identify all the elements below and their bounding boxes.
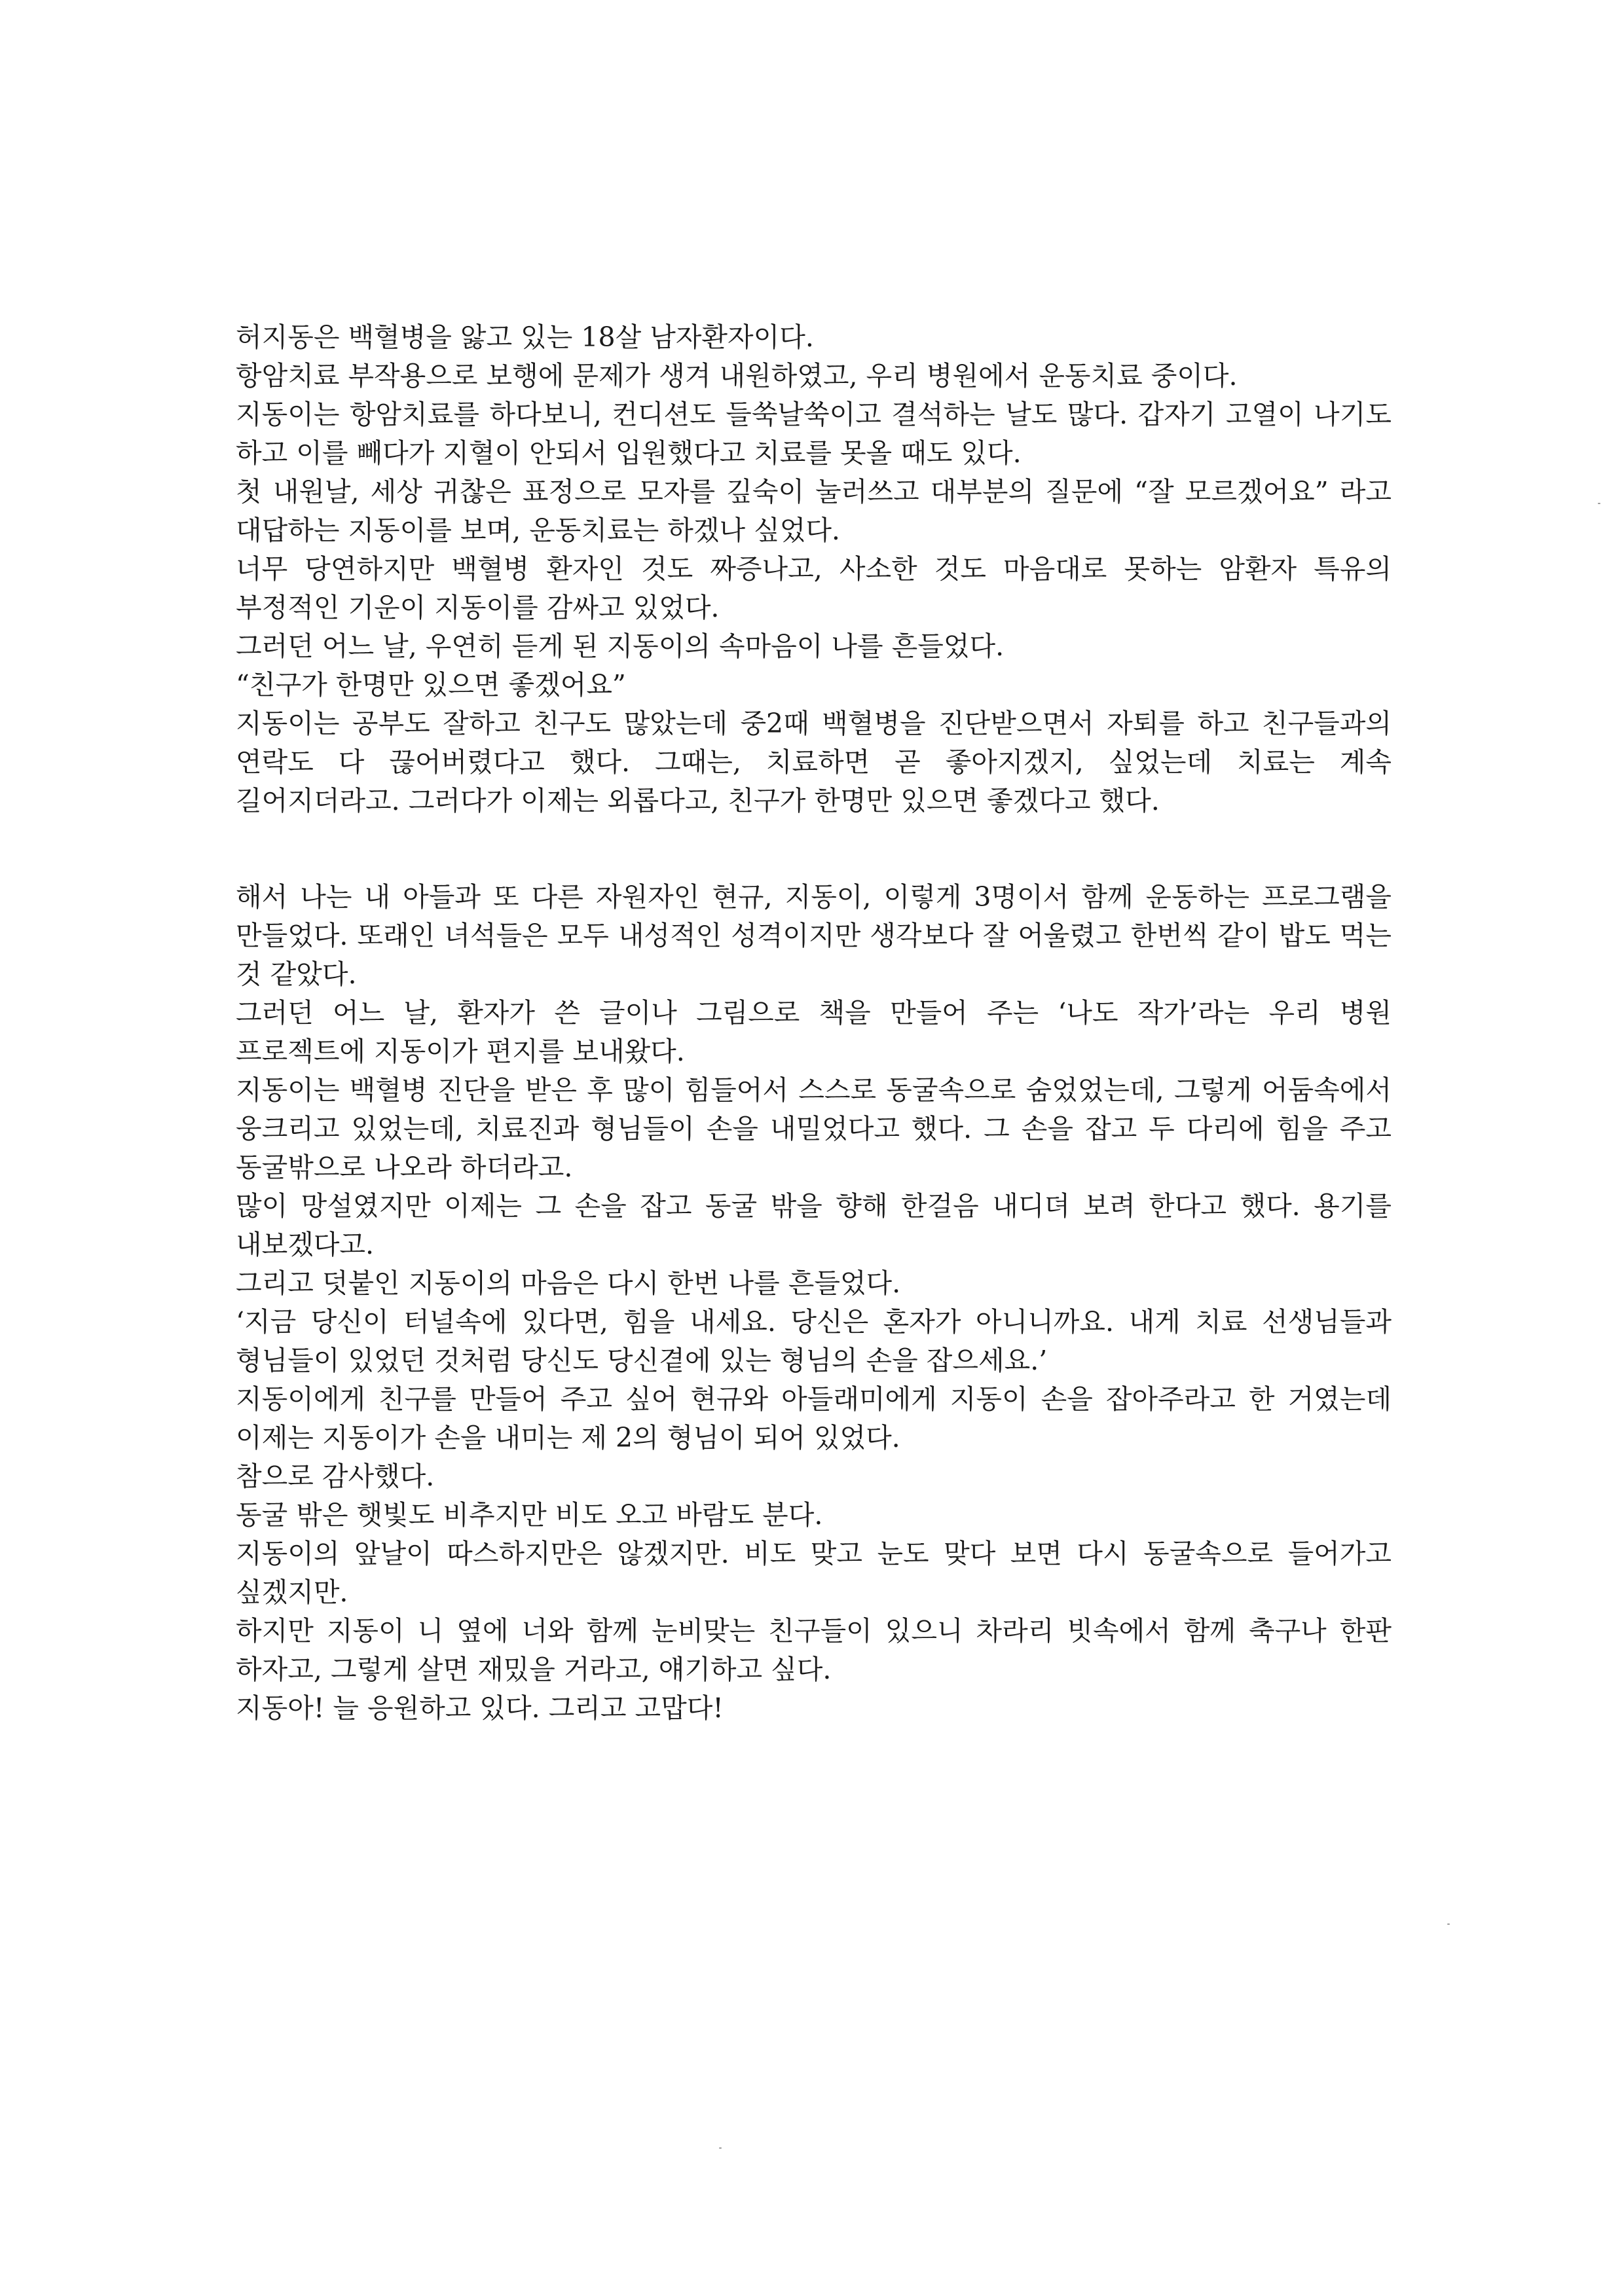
paragraph-19: 하지만 지동이 니 옆에 너와 함께 눈비맞는 친구들이 있으니 차라리 빗속에서 함께 축구나 한판 하자고, 그렇게 살면 재밌을 거라고, 얘기하고 싶다. (236, 1615, 1392, 1685)
paragraph-12: 많이 망설였지만 이제는 그 손을 잡고 동굴 밖을 향해 한걸음 내디뎌 보려 한다고 했다. 용기를 내보겠다고. (236, 1190, 1392, 1260)
paragraph-2: 항암치료 부작용으로 보행에 문제가 생겨 내원하였고, 우리 병원에서 운동치료 중이다. (236, 360, 1238, 392)
paragraph-11: 지동이는 백혈병 진단을 받은 후 많이 힘들어서 스스로 동굴속으로 숨었었는데, 그렇게 어둠속에서 웅크리고 있었는데, 치료진과 형님들이 손을 내밀었다고 했다. 그 손을 잡고 두 다리에 힘을 주고 동굴밖으로 나오라 하더라고. (236, 1074, 1392, 1183)
scan-speck (1598, 503, 1600, 504)
scan-speck (1447, 1923, 1450, 1925)
paragraph-3: 지동이는 항암치료를 하다보니, 컨디션도 들쑥날쑥이고 결석하는 날도 많다. 갑자기 고열이 나기도 하고 이를 빼다가 지혈이 안되서 입원했다고 치료를 못올 때도 있다. (236, 399, 1392, 469)
paragraph-6: 그러던 어느 날, 우연히 듣게 된 지동이의 속마음이 나를 흔들었다. (236, 630, 1005, 662)
paragraph-4: 첫 내원날, 세상 귀찮은 표정으로 모자를 깊숙이 눌러쓰고 대부분의 질문에 “잘 모르겠어요” 라고 대답하는 지동이를 보며, 운동치료는 하겠나 싶었다. (236, 476, 1392, 546)
section-gap (236, 820, 1392, 878)
paragraph-18: 지동이의 앞날이 따스하지만은 않겠지만. 비도 맞고 눈도 맞다 보면 다시 동굴속으로 들어가고 싶겠지만. (236, 1538, 1392, 1608)
paragraph-8: 지동이는 공부도 잘하고 친구도 많았는데 중2때 백혈병을 진단받으면서 자퇴를 하고 친구들과의 연락도 다 끊어버렸다고 했다. 그때는, 치료하면 곧 좋아지겠지, 싶었는데 치료는 계속 길어지더라고. 그러다가 이제는 외롭다고, 친구가 한명만 있으면 좋겠다고 했다. (236, 708, 1392, 816)
quote-paragraph: “친구가 한명만 있으면 좋겠어요” (236, 669, 626, 701)
document-body (236, 318, 1392, 1728)
paragraph-16: 참으로 감사했다. (236, 1461, 435, 1492)
scan-speck (719, 2147, 722, 2149)
closing-paragraph: 지동아! 늘 응원하고 있다. 그리고 고맙다! (236, 1692, 724, 1724)
paragraph-5: 너무 당연하지만 백혈병 환자인 것도 짜증나고, 사소한 것도 마음대로 못하는 암환자 특유의 부정적인 기운이 지동이를 감싸고 있었다. (236, 553, 1392, 623)
paragraph-1: 허지동은 백혈병을 앓고 있는 18살 남자환자이다. (236, 321, 814, 353)
letter-quote-paragraph: ‘지금 당신이 터널속에 있다면, 힘을 내세요. 당신은 혼자가 아니니까요. 내게 치료 선생님들과 형님들이 있었던 것처럼 당신도 당신곁에 있는 형님의 손을 잡으세요.’ (236, 1306, 1392, 1376)
paragraph-9: 해서 나는 내 아들과 또 다른 자원자인 현규, 지동이, 이렇게 3명이서 함께 운동하는 프로그램을 만들었다. 또래인 녀석들은 모두 내성적인 성격이지만 생각보다 잘 어울렸고 한번씩 같이 밥도 먹는 것 같았다. (236, 881, 1392, 990)
paragraph-15: 지동이에게 친구를 만들어 주고 싶어 현규와 아들래미에게 지동이 손을 잡아주라고 한 거였는데 이제는 지동이가 손을 내미는 제 2의 형님이 되어 있었다. (236, 1383, 1392, 1453)
paragraph-10: 그러던 어느 날, 환자가 쓴 글이나 그림으로 책을 만들어 주는 ‘나도 작가’라는 우리 병원 프로젝트에 지동이가 편지를 보내왔다. (236, 997, 1392, 1067)
paragraph-17: 동굴 밖은 햇빛도 비추지만 비도 오고 바람도 분다. (236, 1499, 823, 1531)
paragraph-13: 그리고 덧붙인 지동이의 마음은 다시 한번 나를 흔들었다. (236, 1267, 901, 1299)
